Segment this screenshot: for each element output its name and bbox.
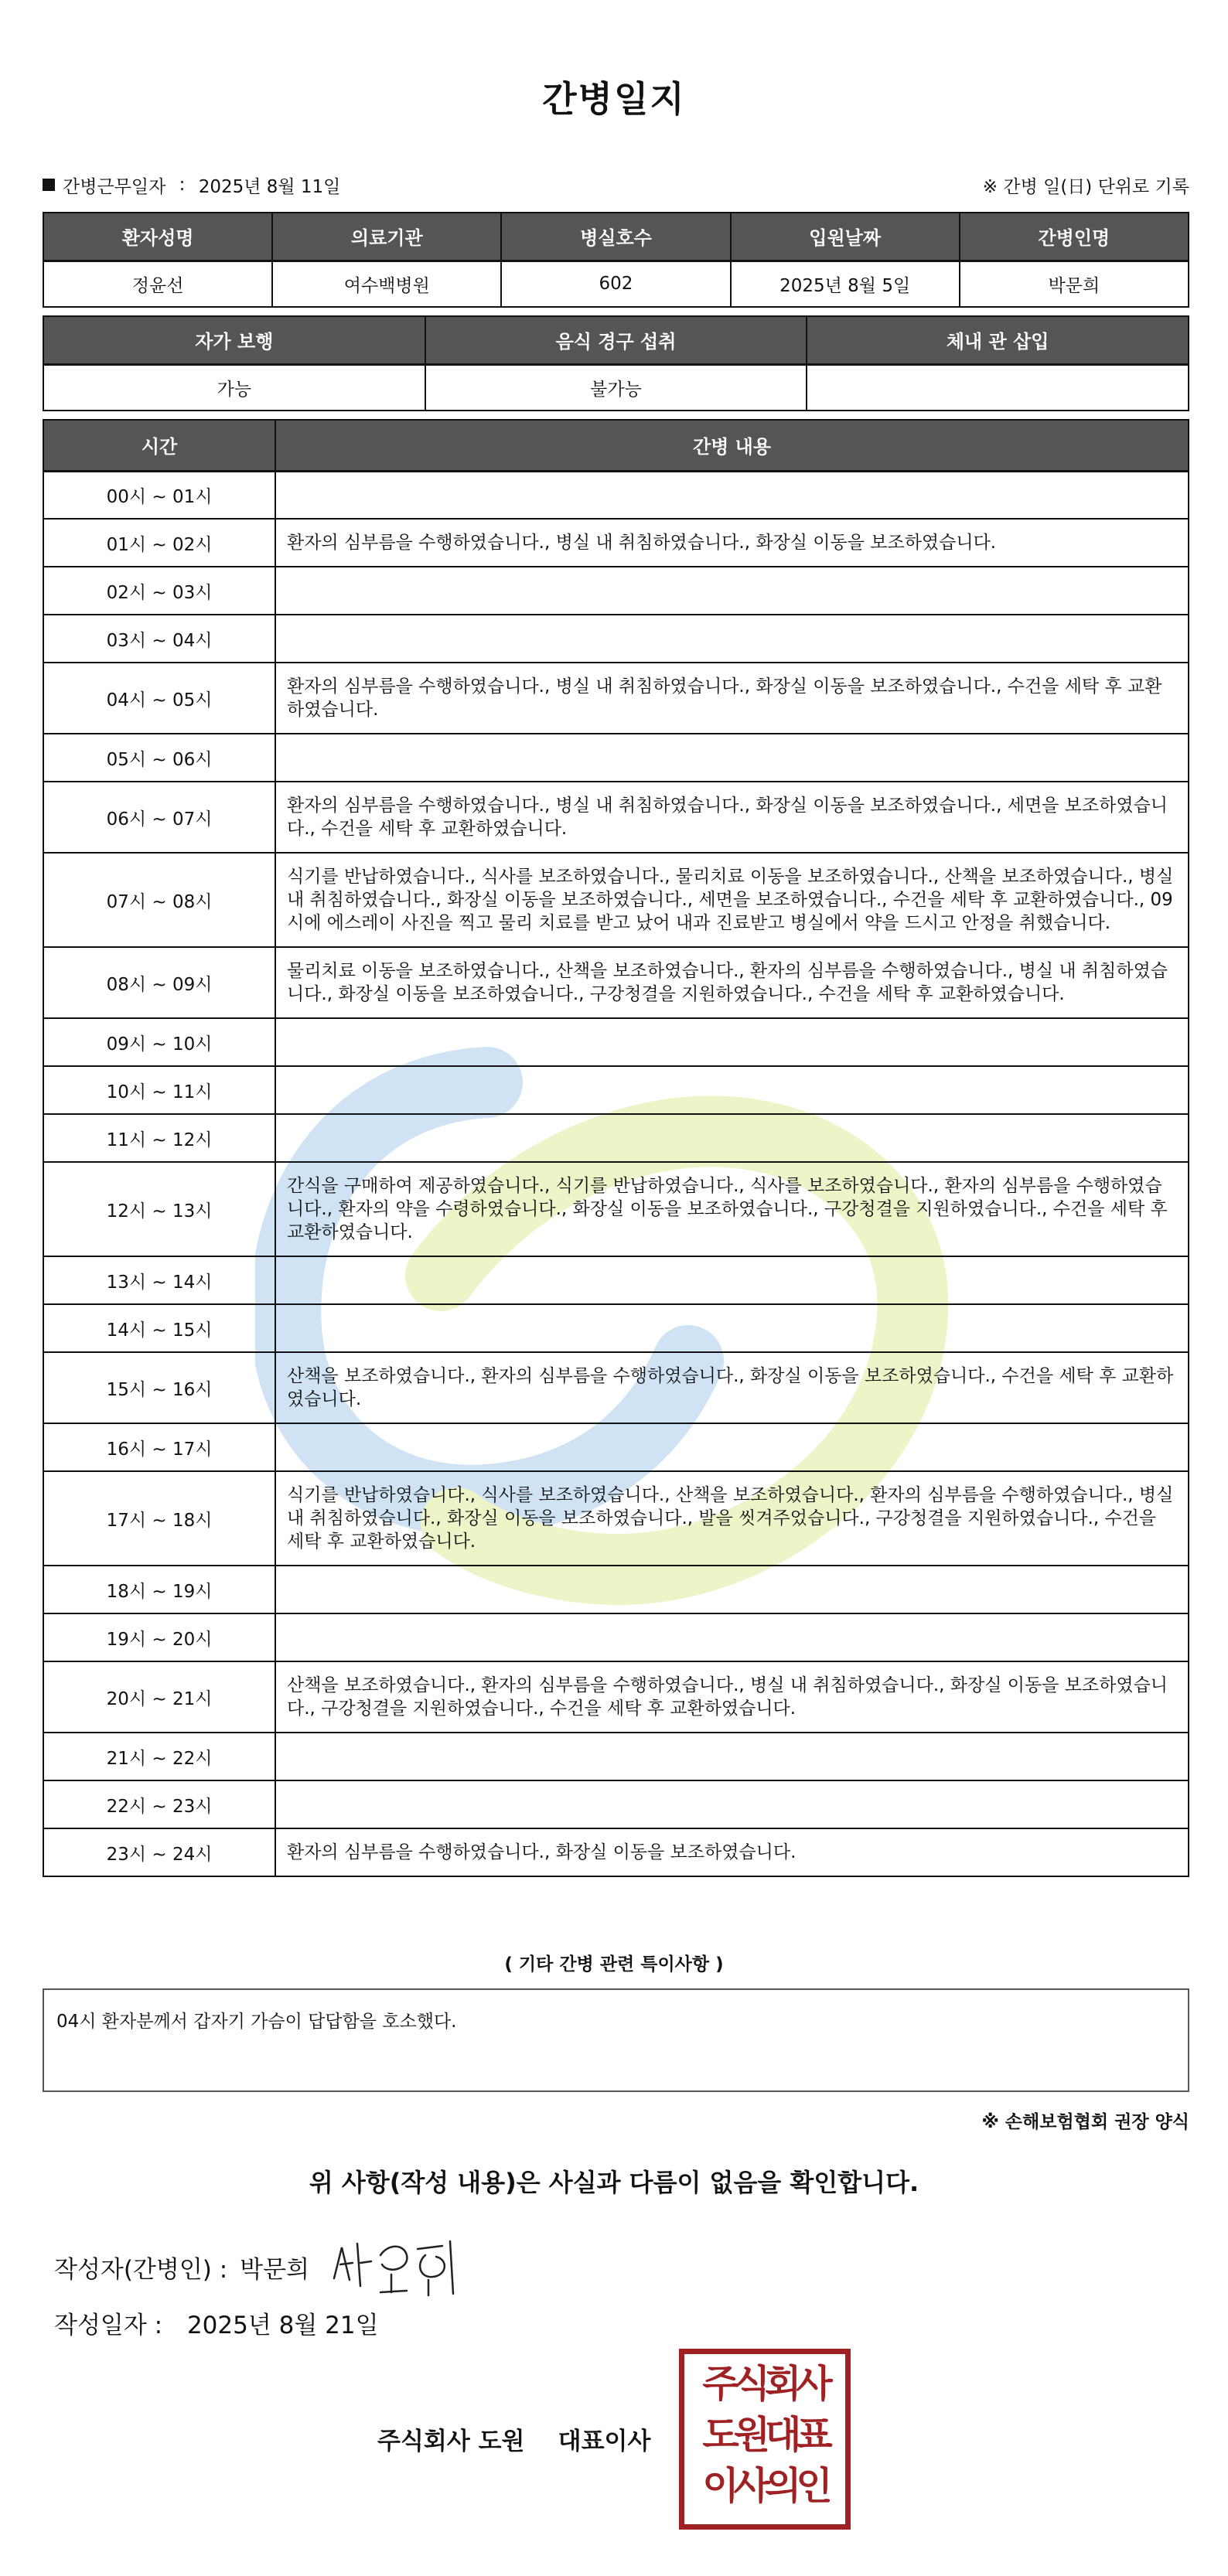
log-content-cell: 환자의 심부름을 수행하였습니다., 화장실 이동을 보조하였습니다.: [275, 1828, 1189, 1876]
notes-title: ( 기타 간병 관련 특이사항 ): [504, 1954, 724, 1975]
log-row: [43, 1613, 1189, 1661]
log-time-cell: 12시 ~ 13시: [43, 1162, 275, 1256]
log-time-cell: 14시 ~ 15시: [43, 1304, 275, 1352]
log-content-cell: [275, 1256, 1189, 1304]
date-value: 2025년 8월 21일: [186, 2312, 379, 2339]
seal-line: 도원대표: [702, 2413, 827, 2457]
log-row: [43, 663, 1189, 734]
log-content-cell: 식기를 반납하였습니다., 식사를 보조하였습니다., 산책을 보조하였습니다., 환자의 심부름을 수행하였습니다., 병실 내 취침하였습니다., 화장실 이동을 보조하였습니다., 발을 씻겨주었습니다., 구강청결을 지원하였습니다., 수건을 세탁 후 교환하였습니다.: [275, 1471, 1189, 1566]
log-row: [43, 1066, 1189, 1114]
log-header-row: [43, 420, 1189, 471]
log-content-cell: 환자의 심부름을 수행하였습니다., 병실 내 취침하였습니다., 화장실 이동을 보조하였습니다., 세면을 보조하였습니다., 수건을 세탁 후 교환하였습니다.: [275, 782, 1189, 853]
log-row: [43, 1018, 1189, 1066]
status-header-row: [43, 316, 1189, 364]
info-value-cell: 602: [501, 261, 730, 307]
log-content-cell: [275, 1018, 1189, 1066]
log-time-cell: 07시 ~ 08시: [43, 853, 275, 947]
log-row: [43, 519, 1189, 567]
company-seal: [679, 2349, 851, 2530]
colon: :: [173, 175, 191, 195]
log-row: [43, 1828, 1189, 1876]
log-content-cell: [275, 1566, 1189, 1613]
log-content-cell: [275, 1304, 1189, 1352]
log-row: [43, 1256, 1189, 1304]
info-header-cell: 환자성명: [43, 213, 272, 261]
log-time-cell: 16시 ~ 17시: [43, 1423, 275, 1471]
info-value-cell: 정윤선: [43, 261, 272, 307]
work-date-value: 2025년 8월 11일: [198, 176, 341, 197]
log-time-cell: 04시 ~ 05시: [43, 663, 275, 734]
notes-box: 04시 환자분께서 갑자기 가슴이 답답함을 호소했다.: [43, 1988, 1189, 2092]
recommend-note: ※ 손해보험협회 권장 양식: [981, 2112, 1189, 2132]
writer-label: 작성자(간병인) :: [54, 2255, 228, 2284]
company-name: 주식회사 도원 대표이사: [377, 2428, 651, 2455]
log-time-cell: 09시 ~ 10시: [43, 1018, 275, 1066]
work-date: [43, 172, 340, 198]
log-row: [43, 615, 1189, 663]
info-value-cell: 박문희: [960, 261, 1189, 307]
care-log-table: [43, 419, 1189, 1877]
log-content-cell: [275, 734, 1189, 782]
log-content-cell: 식기를 반납하였습니다., 식사를 보조하였습니다., 물리치료 이동을 보조하였습니다., 산책을 보조하였습니다., 병실 내 취침하였습니다., 화장실 이동을 보조하였습니다., 세면을 보조하였습니다., 수건을 세탁 후 교환하였습니다., 09시에 에스레이 사진을 찍고 물리 치료를 받고 났어 내과 진료받고 병실에서 약을 드시고 안정을 취했습니다.: [275, 853, 1189, 947]
log-content-cell: 환자의 심부름을 수행하였습니다., 병실 내 취침하였습니다., 화장실 이동을 보조하였습니다.: [275, 519, 1189, 567]
log-content-cell: 간식을 구매하여 제공하였습니다., 식기를 반납하였습니다., 식사를 보조하였습니다., 환자의 심부름을 수행하였습니다., 환자의 약을 수령하였습니다., 화장실 이동을 보조하였습니다., 구강청결을 지원하였습니다., 수건을 세탁 후 교환하였습니다.: [275, 1162, 1189, 1256]
log-content-cell: [275, 1423, 1189, 1471]
log-time-cell: 22시 ~ 23시: [43, 1780, 275, 1828]
log-content-cell: 물리치료 이동을 보조하였습니다., 산책을 보조하였습니다., 환자의 심부름을 수행하였습니다., 병실 내 취침하였습니다., 화장실 이동을 보조하였습니다., 구강청결을 지원하였습니다., 수건을 세탁 후 교환하였습니다.: [275, 947, 1189, 1018]
status-header-cell: 체내 관 삽입: [807, 316, 1189, 364]
log-time-cell: 06시 ~ 07시: [43, 782, 275, 853]
seal-line: 이사의인: [702, 2464, 827, 2508]
log-content-cell: 산책을 보조하였습니다., 환자의 심부름을 수행하였습니다., 병실 내 취침하였습니다., 화장실 이동을 보조하였습니다., 구강청결을 지원하였습니다., 수건을 세탁 후 교환하였습니다.: [275, 1661, 1189, 1733]
page-title: 간병일지: [542, 78, 686, 120]
log-time-cell: 13시 ~ 14시: [43, 1256, 275, 1304]
log-row: [43, 734, 1189, 782]
log-time-cell: 03시 ~ 04시: [43, 615, 275, 663]
log-time-cell: 17시 ~ 18시: [43, 1471, 275, 1566]
log-time-cell: 23시 ~ 24시: [43, 1828, 275, 1876]
status-header-cell: 자가 보행: [43, 316, 425, 364]
seal-line: 주식회사: [702, 2362, 827, 2406]
log-row: [43, 567, 1189, 615]
log-time-cell: 08시 ~ 09시: [43, 947, 275, 1018]
log-time-cell: 00시 ~ 01시: [43, 471, 275, 519]
log-time-cell: 15시 ~ 16시: [43, 1352, 275, 1423]
log-content-cell: [275, 471, 1189, 519]
log-time-cell: 19시 ~ 20시: [43, 1613, 275, 1661]
log-content-cell: [275, 615, 1189, 663]
log-header-time: 시간: [43, 420, 275, 471]
log-content-cell: [275, 1613, 1189, 1661]
log-time-cell: 01시 ~ 02시: [43, 519, 275, 567]
log-content-cell: 환자의 심부름을 수행하였습니다., 병실 내 취침하였습니다., 화장실 이동을 보조하였습니다., 수건을 세탁 후 교환하였습니다.: [275, 663, 1189, 734]
log-row: [43, 1566, 1189, 1613]
info-header-cell: 의료기관: [272, 213, 501, 261]
date-row: [54, 2305, 379, 2340]
status-value-cell: [807, 364, 1189, 411]
log-row: [43, 1423, 1189, 1471]
log-row: [43, 1661, 1189, 1733]
log-content-cell: 산책을 보조하였습니다., 환자의 심부름을 수행하였습니다., 화장실 이동을 보조하였습니다., 수건을 세탁 후 교환하였습니다.: [275, 1352, 1189, 1423]
log-row: [43, 1471, 1189, 1566]
log-time-cell: 10시 ~ 11시: [43, 1066, 275, 1114]
status-value-cell: 가능: [43, 364, 425, 411]
status-value-row: [43, 364, 1189, 411]
log-content-cell: [275, 1114, 1189, 1162]
info-header-row: [43, 213, 1189, 261]
log-row: [43, 947, 1189, 1018]
unit-note: ※ 간병 일(日) 단위로 기록: [982, 176, 1189, 197]
log-time-cell: 20시 ~ 21시: [43, 1661, 275, 1733]
square-bullet-icon: [43, 179, 55, 191]
patient-info-table: [43, 212, 1189, 308]
log-time-cell: 11시 ~ 12시: [43, 1114, 275, 1162]
log-header-content: 간병 내용: [275, 420, 1189, 471]
log-row: [43, 1162, 1189, 1256]
info-value-cell: 여수백병원: [272, 261, 501, 307]
date-label: 작성일자 :: [54, 2312, 163, 2339]
log-content-cell: [275, 1733, 1189, 1780]
work-date-label: 간병근무일자: [63, 176, 166, 197]
status-header-cell: 음식 경구 섭취: [425, 316, 807, 364]
log-row: [43, 1304, 1189, 1352]
signature-icon: [326, 2232, 481, 2302]
info-header-cell: 간병인명: [960, 213, 1189, 261]
log-row: [43, 1352, 1189, 1423]
log-time-cell: 21시 ~ 22시: [43, 1733, 275, 1780]
info-header-cell: 병실호수: [501, 213, 730, 261]
log-time-cell: 05시 ~ 06시: [43, 734, 275, 782]
log-content-cell: [275, 1780, 1189, 1828]
info-value-cell: 2025년 8월 5일: [731, 261, 960, 307]
log-row: [43, 471, 1189, 519]
writer-row: [54, 2244, 481, 2290]
log-time-cell: 18시 ~ 19시: [43, 1566, 275, 1613]
info-header-cell: 입원날짜: [731, 213, 960, 261]
info-value-row: [43, 261, 1189, 307]
log-row: [43, 1733, 1189, 1780]
log-row: [43, 1114, 1189, 1162]
log-time-cell: 02시 ~ 03시: [43, 567, 275, 615]
status-value-cell: 불가능: [425, 364, 807, 411]
log-content-cell: [275, 1066, 1189, 1114]
meta-row: [43, 172, 1189, 198]
patient-status-table: [43, 315, 1189, 411]
log-row: [43, 853, 1189, 947]
log-row: [43, 782, 1189, 853]
log-row: [43, 1780, 1189, 1828]
log-content-cell: [275, 567, 1189, 615]
writer-name: 박문희: [240, 2255, 310, 2284]
confirmation-statement: 위 사항(작성 내용)은 사실과 다름이 없음을 확인합니다.: [309, 2168, 919, 2197]
